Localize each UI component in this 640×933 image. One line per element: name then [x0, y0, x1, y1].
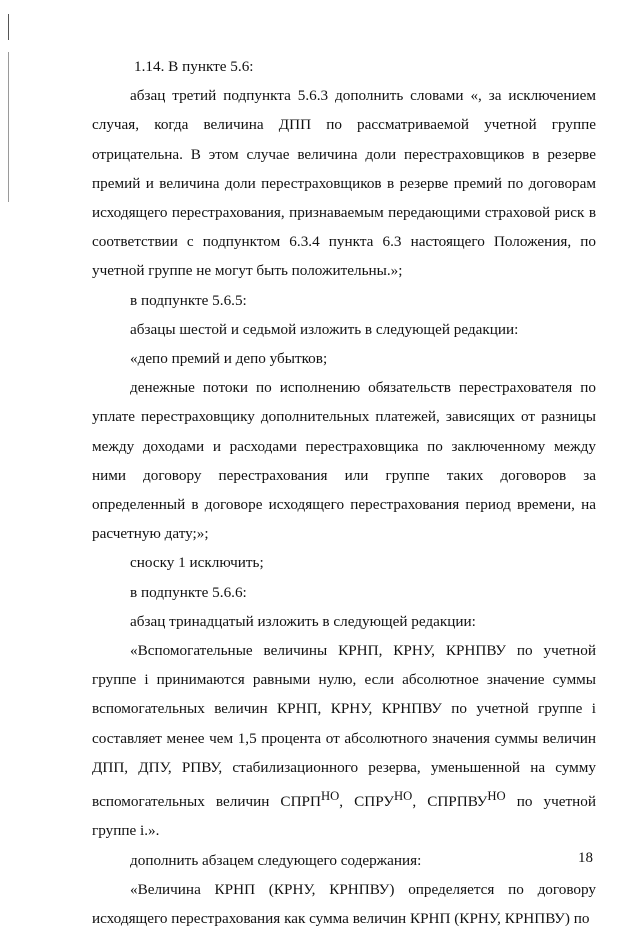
- margin-line: [8, 52, 9, 202]
- paragraph: «Величина КРНП (КРНУ, КРНПВУ) определяется по договору исходящего перестрахования как сумма величин КРНП (КРНУ, КРНПВУ) по: [92, 880, 596, 927]
- page-number: 18: [578, 850, 593, 866]
- paragraph: «депо премий и депо убытков;: [130, 350, 328, 368]
- paragraph: дополнить абзацем следующего содержания:: [130, 851, 422, 869]
- superscript: НО: [394, 789, 413, 804]
- paragraph-text: , СПРУ: [339, 793, 395, 811]
- document-body: [92, 52, 596, 933]
- paragraph-text: по учетной группе i.».: [92, 793, 597, 840]
- margin-line: [8, 14, 9, 40]
- paragraph: абзацы шестой и седьмой изложить в следующей редакции:: [130, 320, 519, 338]
- paragraph: [92, 636, 596, 845]
- paragraph: сноску 1 исключить;: [130, 554, 264, 572]
- paragraph: в подпункте 5.6.5:: [130, 291, 247, 309]
- paragraph: в подпункте 5.6.6:: [130, 583, 247, 601]
- paragraph: абзац тринадцатый изложить в следующей редакции:: [130, 612, 476, 630]
- paragraph: денежные потоки по исполнению обязательств перестрахователя по уплате перестраховщику дополнительных платежей, зависящих от разницы между доходами и расходами перестраховщика по заключенному между ними договору перестрахования или группе таких договоров за определенный в договоре исходящего перестрахования период времени, на расчетную дату;»;: [92, 379, 596, 543]
- superscript: НО: [487, 789, 506, 804]
- paragraph-text: , СПРПВУ: [412, 793, 488, 811]
- superscript: НО: [320, 789, 340, 804]
- paragraph-text: «Вспомогательные величины КРНП, КРНУ, КРНПВУ по учетной группе i принимаются равными нулю, если абсолютное значение суммы вспомогательных величин КРНП, КРНУ, КРНПВУ по учетной группе i составляет менее чем 1,5 процента от абсолютного значения суммы величин ДПП, ДПУ, РПВУ, стабилизационного резерва, уменьшенной на сумму вспомогательных величин СПРП: [92, 642, 596, 811]
- section-heading: 1.14. В пункте 5.6:: [134, 58, 254, 75]
- paragraph: абзац третий подпункта 5.6.3 дополнить словами «, за исключением случая, когда величина ДПП по рассматриваемой учетной группе отрицательна. В этом случае величина доли перестраховщиков в резерве премий и величина доли перестраховщиков в резерве премий по договорам исходящего перестрахования, признаваемым передающими страховой риск в соответствии с подпунктом 6.3.4 пункта 6.3 настоящего Положения, по учетной группе не могут быть положительны.»;: [92, 87, 596, 280]
